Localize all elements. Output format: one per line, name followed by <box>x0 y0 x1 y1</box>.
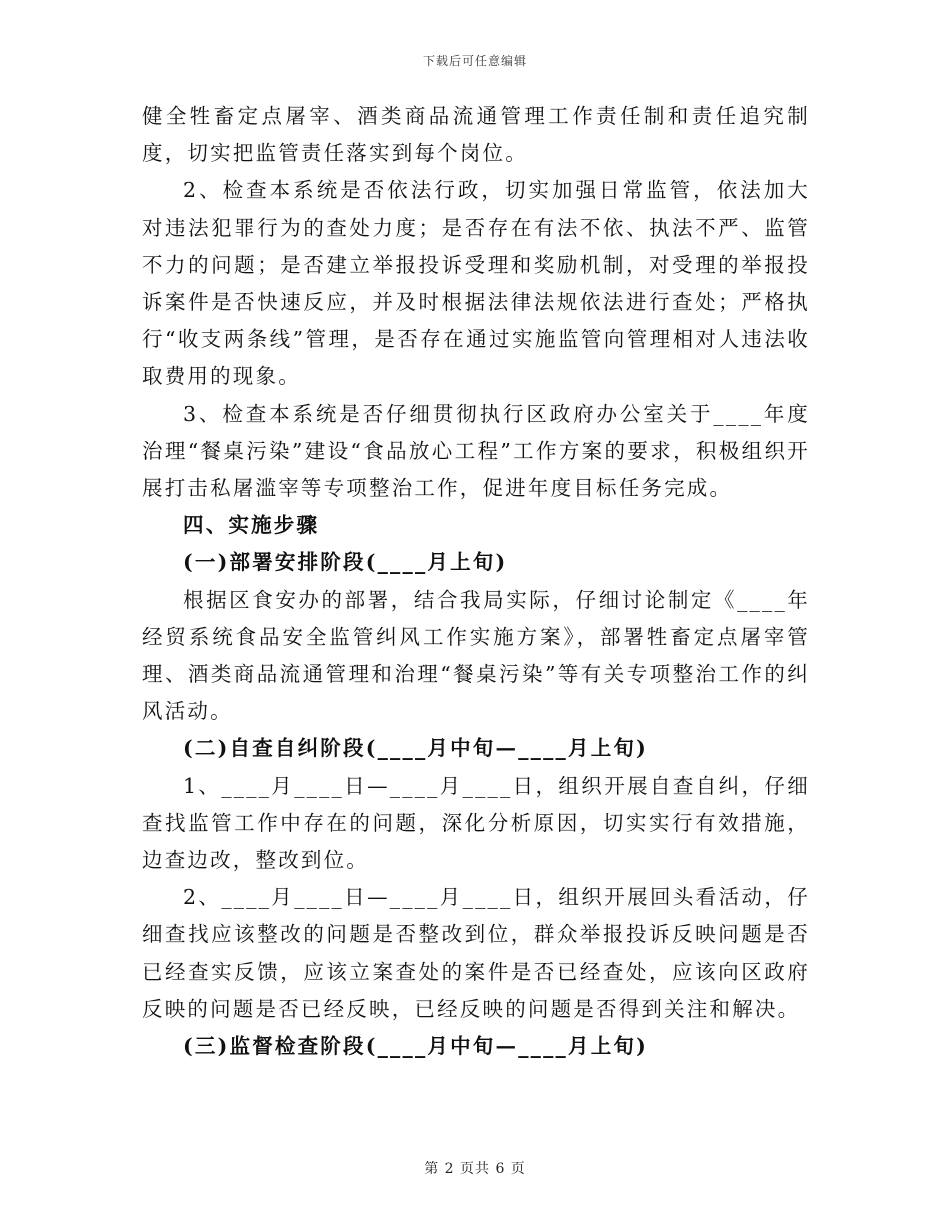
subheading-stage-1: (一)部署安排阶段(____月上旬) <box>183 550 508 575</box>
paragraph-continuation: 健全牲畜定点屠宰、酒类商品流通管理工作责任制和责任追究制度，切实把监管责任落实到每个岗位。 <box>142 104 810 166</box>
page-number: 第 2 页共 6 页 <box>424 1161 526 1177</box>
paragraph-item-2: 2、检查本系统是否依法行政，切实加强日常监管，依法加大对违法犯罪行为的查处力度；是否存在有法不依、执法不严、监管不力的问题；是否建立举报投诉受理和奖励机制，对受理的举报投诉案件是否快速反应，并及时根据法律法规依法进行查处；严格执行“收支两条线”管理，是否存在通过实施监管向管理相对人违法收取费用的现象。 <box>142 178 810 389</box>
subheading-stage-3: (三)监督检查阶段(____月中旬—____月上旬) <box>183 1034 648 1059</box>
paragraph-stage-1: 根据区食安办的部署，结合我局实际，仔细讨论制定《____年经贸系统食品安全监管纠风工作实施方案》，部署牲畜定点屠宰管理、酒类商品流通管理和治理“餐桌污染”等有关专项整治工作的纠风活动。 <box>142 587 810 724</box>
paragraph-stage-2-item-2: 2、____月____日—____月____日，组织开展回头看活动，仔细查找应该整改的问题是否整改到位，群众举报投诉反映问题是否已经查实反馈，应该立案查处的案件是否已经查处，应该向区政府反映的问题是否已经反映，已经反映的问题是否得到关注和解决。 <box>142 885 810 1021</box>
document-body <box>142 98 810 1065</box>
paragraph-stage-2-item-1: 1、____月____日—____月____日，组织开展自查自纠，仔细查找监管工作中存在的问题，深化分析原因，切实实行有效措施，边查边改，整改到位。 <box>142 773 810 873</box>
section-heading-4: 四、实施步骤 <box>183 513 320 538</box>
header-note: 下载后可任意编辑 <box>422 54 527 68</box>
subheading-stage-2: (二)自查自纠阶段(____月中旬—____月上旬) <box>183 736 648 761</box>
paragraph-item-3: 3、检查本系统是否仔细贯彻执行区政府办公室关于____年度治理“餐桌污染”建设“食品放心工程”工作方案的要求，积极组织开展打击私屠滥宰等专项整治工作，促进年度目标任务完成。 <box>142 401 810 501</box>
